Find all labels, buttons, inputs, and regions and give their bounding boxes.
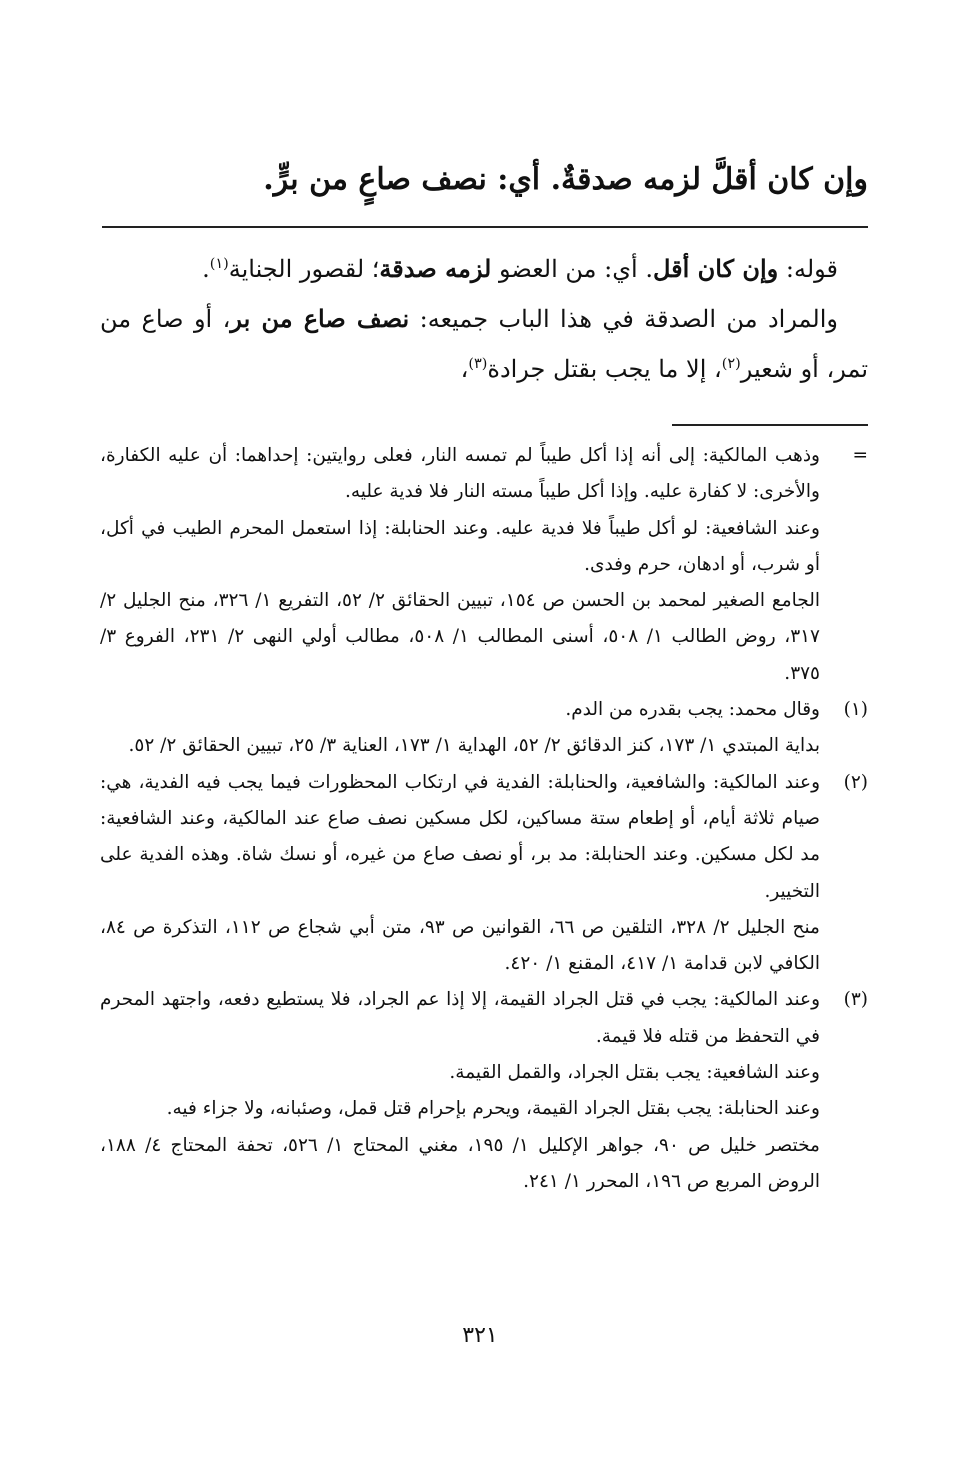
page-number: ٣٢١ (462, 1323, 498, 1348)
footnote-line: وعند المالكية: يجب في قتل الجراد القيمة، إلا إذا عم الجراد، فلا يستطيع دفعه، واجتهد المحرم في التحفظ من قتله فلا قيمة. (100, 989, 820, 1047)
footnote-line: بداية المبتدي ١/ ١٧٣، كنز الدقائق ٢/ ٥٢، الهداية ١/ ١٧٣، العناية ٣/ ٢٥، تبيين الحقائق ٢/ ٥٢. (128, 735, 820, 757)
footnote-ref[interactable]: (٢) (721, 356, 741, 372)
commentary-paragraph-1: قوله: وإن كان أقل. أي: من العضو لزمه صدقة؛ لقصور الجناية$^{(١)}$. (202, 254, 838, 283)
quoted-matn: لزمه صدقة (379, 254, 492, 283)
footnote-ref[interactable]: (٣) (468, 356, 488, 372)
footnote-divider (672, 424, 868, 426)
footnote-line: وقال محمد: يجب بقدره من الدم. (565, 699, 820, 721)
footnote-line: وعند الحنابلة: يجب بقتل الجراد القيمة، ويحرم بإحرام قتل قمل، وصئبانه، ولا جزاء فيه. (166, 1098, 820, 1120)
matn-heading (80, 152, 868, 208)
footnote-mark: (٣) (843, 989, 868, 1011)
footnote-line: وعند الشافعية: لو أكل طيباً فلا فدية عليه. وعند الحنابلة: إذا استعمل المحرم الطيب في أكل، أو شرب، أو ادهان، حرم وفدى. (100, 517, 820, 575)
heading-text: وإن كان أقلَّ لزمه صدقةٌ. أي: نصف صاعٍ من برٍّ. (263, 162, 868, 197)
footnote-1 (100, 692, 868, 765)
footnote-line: الجامع الصغير لمحمد بن الحسن ص ١٥٤، تبيين الحقائق ٢/ ٥٢، التفريع ١/ ٣٢٦، منح الجليل ٢/ ٣١٧، روض الطالب ١/ ٥٠٨، أسنى المطالب ١/ ٥٠٨، مطالب أولي النهى ٢/ ٢٣١، الفروع ٣/ ٣٧٥. (100, 590, 820, 684)
quoted-matn: وإن كان أقل (652, 254, 779, 283)
footnote-line: مختصر خليل ص ٩٠، جواهر الإكليل ١/ ١٩٥، مغني المحتاج ١/ ٥٢٦، تحفة المحتاج ٤/ ١٨٨، الروض المربع ص ١٩٦، المحرر ١/ ٢٤١. (100, 1134, 820, 1192)
footnote-continuation (100, 438, 868, 692)
footnote-2 (100, 765, 868, 983)
commentary-body (100, 244, 868, 394)
footnote-3 (100, 982, 868, 1200)
footnote-line: وعند المالكية: والشافعية، والحنابلة: الفدية في ارتكاب المحظورات فيما يجب فيه الفدية، هي: صيام ثلاثة أيام، أو إطعام ستة مساكين، لكل مسكين نصف صاع عند المالكية، وعند الشافعية: مد لكل مسكين. وعند الحنابلة: مد بر، أو نصف صاع من غيره، أو نسك شاة. وهذه الفدية على التخيير. (100, 771, 820, 902)
footnote-line: وعند الشافعية: يجب بقتل الجراد، والقمل القيمة. (449, 1062, 820, 1084)
heading-divider (102, 226, 868, 228)
footnote-mark: (٢) (843, 771, 868, 793)
footnotes-section (100, 438, 868, 1200)
footnote-ref[interactable]: (١) (209, 256, 229, 272)
footnote-line: منح الجليل ٢/ ٣٢٨، التلقين ص ٦٦، القوانين ص ٩٣، متن أبي شجاع ص ١١٢، التذكرة ص ٨٤، الكافي لابن قدامة ١/ ٤١٧، المقنع ١/ ٤٢٠. (100, 916, 820, 975)
commentary-paragraph-2: والمراد من الصدقة في هذا الباب جميعه: نصف صاع من بر، أو صاع من تمر، أو شعير$^{(٢)}$، إلا ما يجب بقتل جرادة$^{(٣)}$، (100, 304, 868, 383)
footnote-line: وذهب المالكية: إلى أنه إذا أكل طيباً لم تمسه النار، فعلى روايتين: إحداهما: أن عليه الكفارة، والأخرى: لا كفارة عليه. وإذا أكل طيباً مسته النار فلا فدية عليه. (100, 445, 820, 503)
footnote-mark: (١) (843, 699, 868, 721)
footnote-mark: = (852, 445, 868, 466)
quoted-matn: نصف صاع من بر (230, 304, 410, 333)
